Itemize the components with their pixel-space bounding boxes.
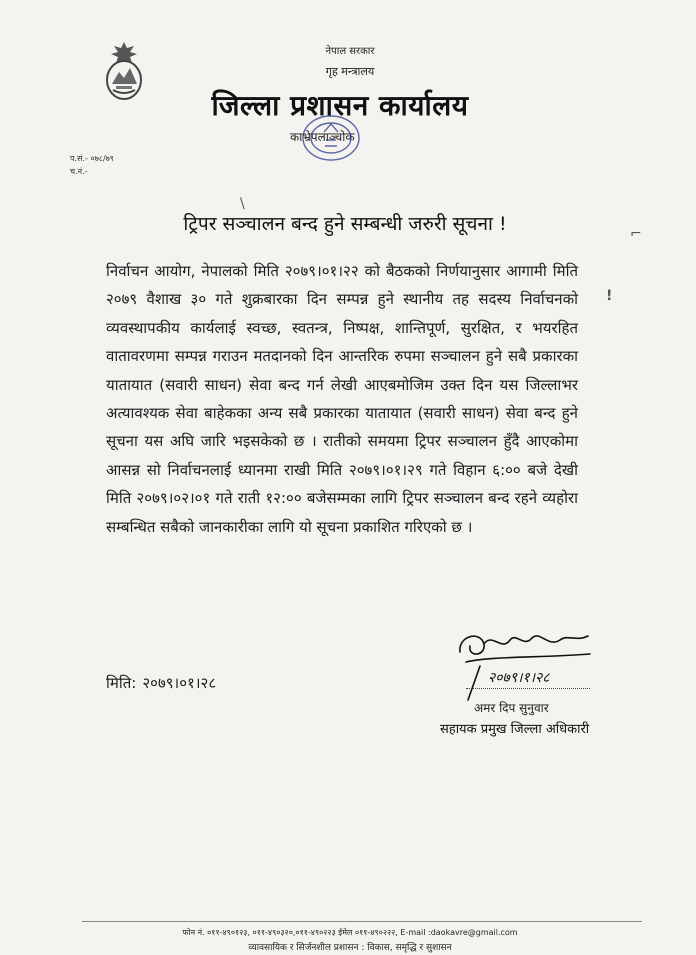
margin-tick: ⌐ (630, 226, 642, 242)
signature-date: २०७९।१।२८ (488, 670, 550, 686)
signatory-name: अमर दिप सुनुवार (474, 701, 549, 715)
nepal-emblem-icon (104, 40, 144, 102)
footer-divider (82, 921, 642, 922)
pen-mark: \ (240, 196, 245, 212)
reference-numbers (70, 152, 114, 178)
footer-slogan: व्यावसायिक र सिर्जनशील प्रशासन : विकास, समृद्धि र सुशासन (248, 943, 452, 953)
handwritten-signature-icon (450, 622, 600, 702)
office-location: काभ्रेपलाञ्चोक (290, 130, 355, 144)
notice-date (106, 673, 216, 693)
notice-title: ट्रिपर सञ्चालन बन्द हुने सम्बन्धी जरुरी सूचना ! (183, 213, 507, 235)
dispatch-no: च.नं.- (70, 167, 88, 176)
margin-mark: ! (606, 288, 613, 304)
signatory-designation: सहायक प्रमुख जिल्ला अधिकारी (440, 722, 590, 737)
office-title: जिल्ला प्रशासन कार्यालय (211, 89, 469, 122)
signature-line (466, 688, 590, 689)
notice-body: निर्वाचन आयोग, नेपालको मिति २०७९।०१।२२ को बैठकको निर्णयानुसार आगामी मिति २०७९ वैशाख ३० गते शुक्रबारका दिन सम्पन्न हुने स्थानीय तह सदस्य निर्वाचनको व्यवस्थापकीय कार्यलाई स्वच्छ, स्वतन्त्र, निष्पक्ष, शान्तिपूर्ण, सुरक्षित, र भयरहित वातावरणमा सम्पन्न गराउन मतदानको दिन आन्तरिक रुपमा सञ्चालन हुने सबै प्रकारका यातायात (सवारी साधन) सेवा बन्द गर्न लेखी आएबमोजिम उक्त दिन यस जिल्लाभर अत्यावश्यक सेवा बाहेकका अन्य सबै प्रकारका यातायात (सवारी साधन) सेवा बन्द हुने सूचना यस अघि जारि भइसकेको छ । रातीको समयमा ट्रिपर सञ्चालन हुँदै आएकोमा आसन्न सो निर्वाचनलाई ध्यानमा राखी मिति २०७९।०१।२९ गते विहान ६:०० बजे देखी मिति २०७९।०२।०१ गते राती १२:०० बजेसम्मका लागि ट्रिपर सञ्चालन बन्द रहने व्यहोरा सम्बन्धित सबैको जानकारीका लागि यो सूचना प्रकाशित गरिएको छ । (106, 262, 578, 536)
office-stamp-icon (298, 114, 364, 164)
footer-contact: फोन नं. ०११-४९०१२३, ०११-४९०३२०,०११-४९०२२३ ईमेल ०११-४९०२२२, E-mail :daokavre@gmail.com (182, 928, 518, 937)
date-label: मिति: (106, 674, 137, 692)
ministry-name: गृह मन्त्रालय (325, 65, 375, 78)
government-name: नेपाल सरकार (325, 46, 375, 57)
date-value: २०७९।०१।२८ (142, 674, 217, 692)
ref-no: प.सं.- ०७८/७९ (70, 154, 114, 163)
